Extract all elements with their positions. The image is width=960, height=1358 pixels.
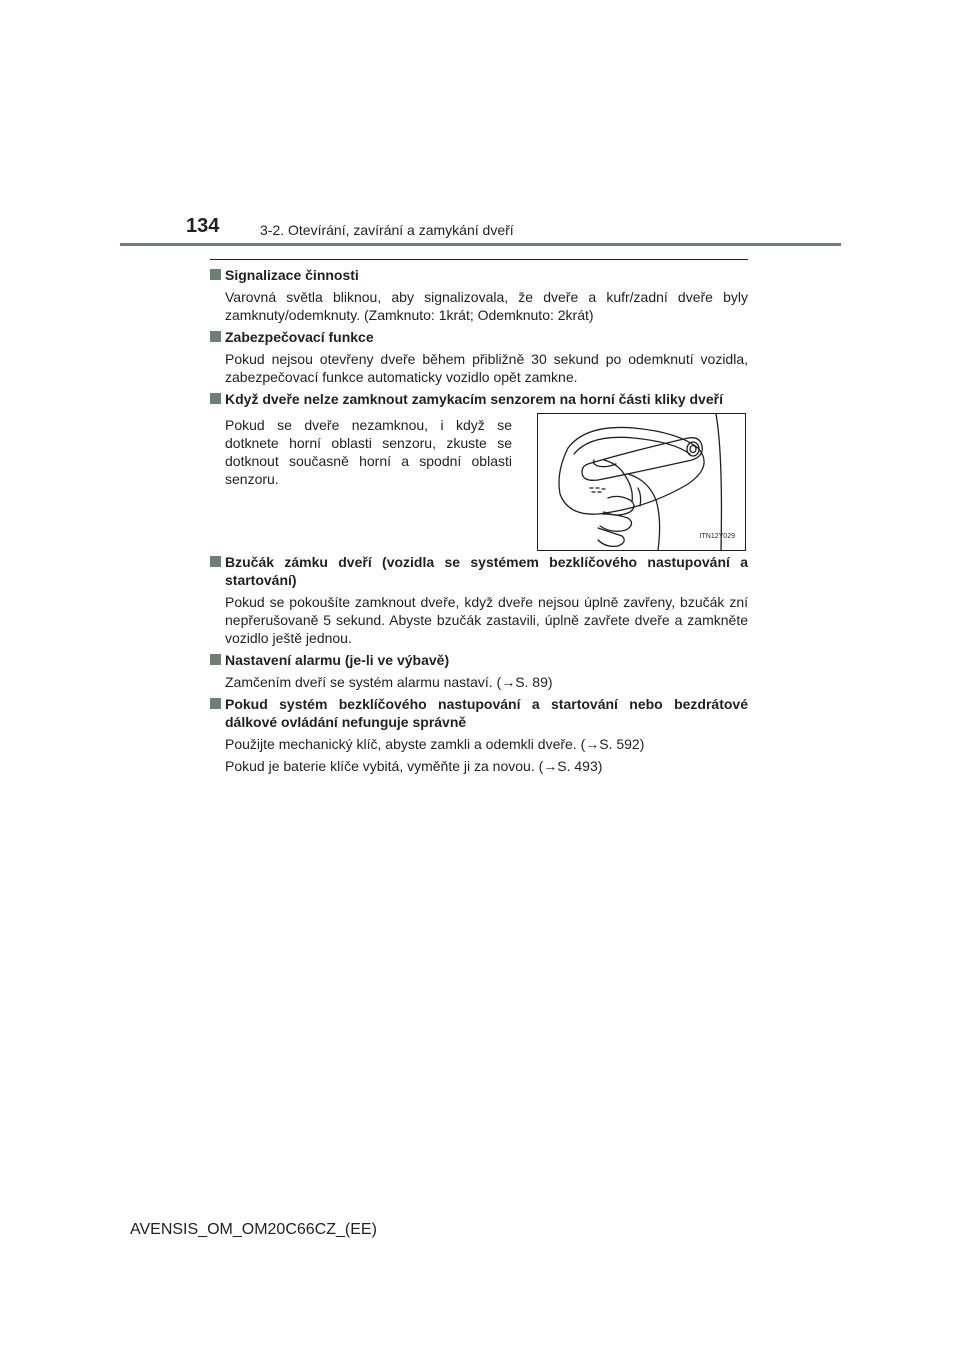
item-heading: Signalizace činnosti — [210, 266, 748, 284]
item-zabezpecovaci — [210, 328, 748, 386]
content — [210, 266, 748, 779]
item-heading: Nastavení alarmu (je-li ve výbavě) — [210, 651, 748, 669]
item-body: Použijte mechanický klíč, abyste zamkli a odemkli dveře. (→S. 592) — [225, 736, 645, 752]
item-body: Pokud je baterie klíče vybitá, vyměňte ji za novou. (→S. 493) — [225, 758, 603, 774]
section-title: 3-2. Otevírání, zavírání a zamykání dveří — [260, 222, 514, 238]
item-heading: Bzučák zámku dveří (vozidla se systémem bezklíčového nastupování a startování) — [210, 553, 748, 589]
item-heading: Když dveře nelze zamknout zamykacím senzorem na horní části kliky dveří — [210, 390, 748, 408]
item-body: Pokud nejsou otevřeny dveře během přibližně 30 sekund po odemknutí vozidla, zabezpečovací funkce automaticky vozidlo opět zamkne. — [225, 351, 748, 385]
item-bzucak — [210, 553, 748, 647]
item-body: Varovná světla bliknou, aby signalizovala, že dveře a kufr/zadní dveře byly zamknuty/odemknuty. (Zamknuto: 1krát; Odemknuto: 2krát) — [225, 289, 748, 323]
figure-row — [210, 412, 748, 551]
item-body: Pokud se pokoušíte zamknout dveře, když dveře nejsou úplně zavřeny, bzučák zní nepřerušovaně 5 sekund. Abyste bzučák zastavili, úplně zavřete dveře a zamkněte vozidlo ještě jednou. — [225, 594, 748, 646]
item-senzor — [210, 390, 748, 551]
door-handle-illustration — [537, 413, 746, 551]
content-rule — [210, 259, 748, 260]
square-bullet-icon — [210, 331, 221, 342]
page-number: 134 — [186, 215, 220, 237]
square-bullet-icon — [210, 393, 221, 404]
figure-code: ITN12Y029 — [699, 533, 735, 540]
item-body: Zamčením dveří se systém alarmu nastaví. (→S. 89) — [225, 674, 553, 690]
footer-code: AVENSIS_OM_OM20C66CZ_(EE) — [130, 1221, 377, 1238]
item-heading: Pokud systém bezklíčového nastupování a startování nebo bezdrátové dálkové ovládání nefunguje správně — [210, 695, 748, 731]
item-alarm — [210, 651, 748, 691]
header-rule — [120, 243, 841, 246]
item-heading: Zabezpečovací funkce — [210, 328, 748, 346]
figure-caption: Pokud se dveře nezamknou, i když se dotknete horní oblasti senzoru, zkuste se dotknout současně horní a spodní oblasti senzoru. — [225, 417, 512, 487]
item-signalizace — [210, 266, 748, 324]
square-bullet-icon — [210, 556, 221, 567]
square-bullet-icon — [210, 698, 221, 709]
square-bullet-icon — [210, 269, 221, 280]
item-nefunguje — [210, 695, 748, 775]
square-bullet-icon — [210, 654, 221, 665]
